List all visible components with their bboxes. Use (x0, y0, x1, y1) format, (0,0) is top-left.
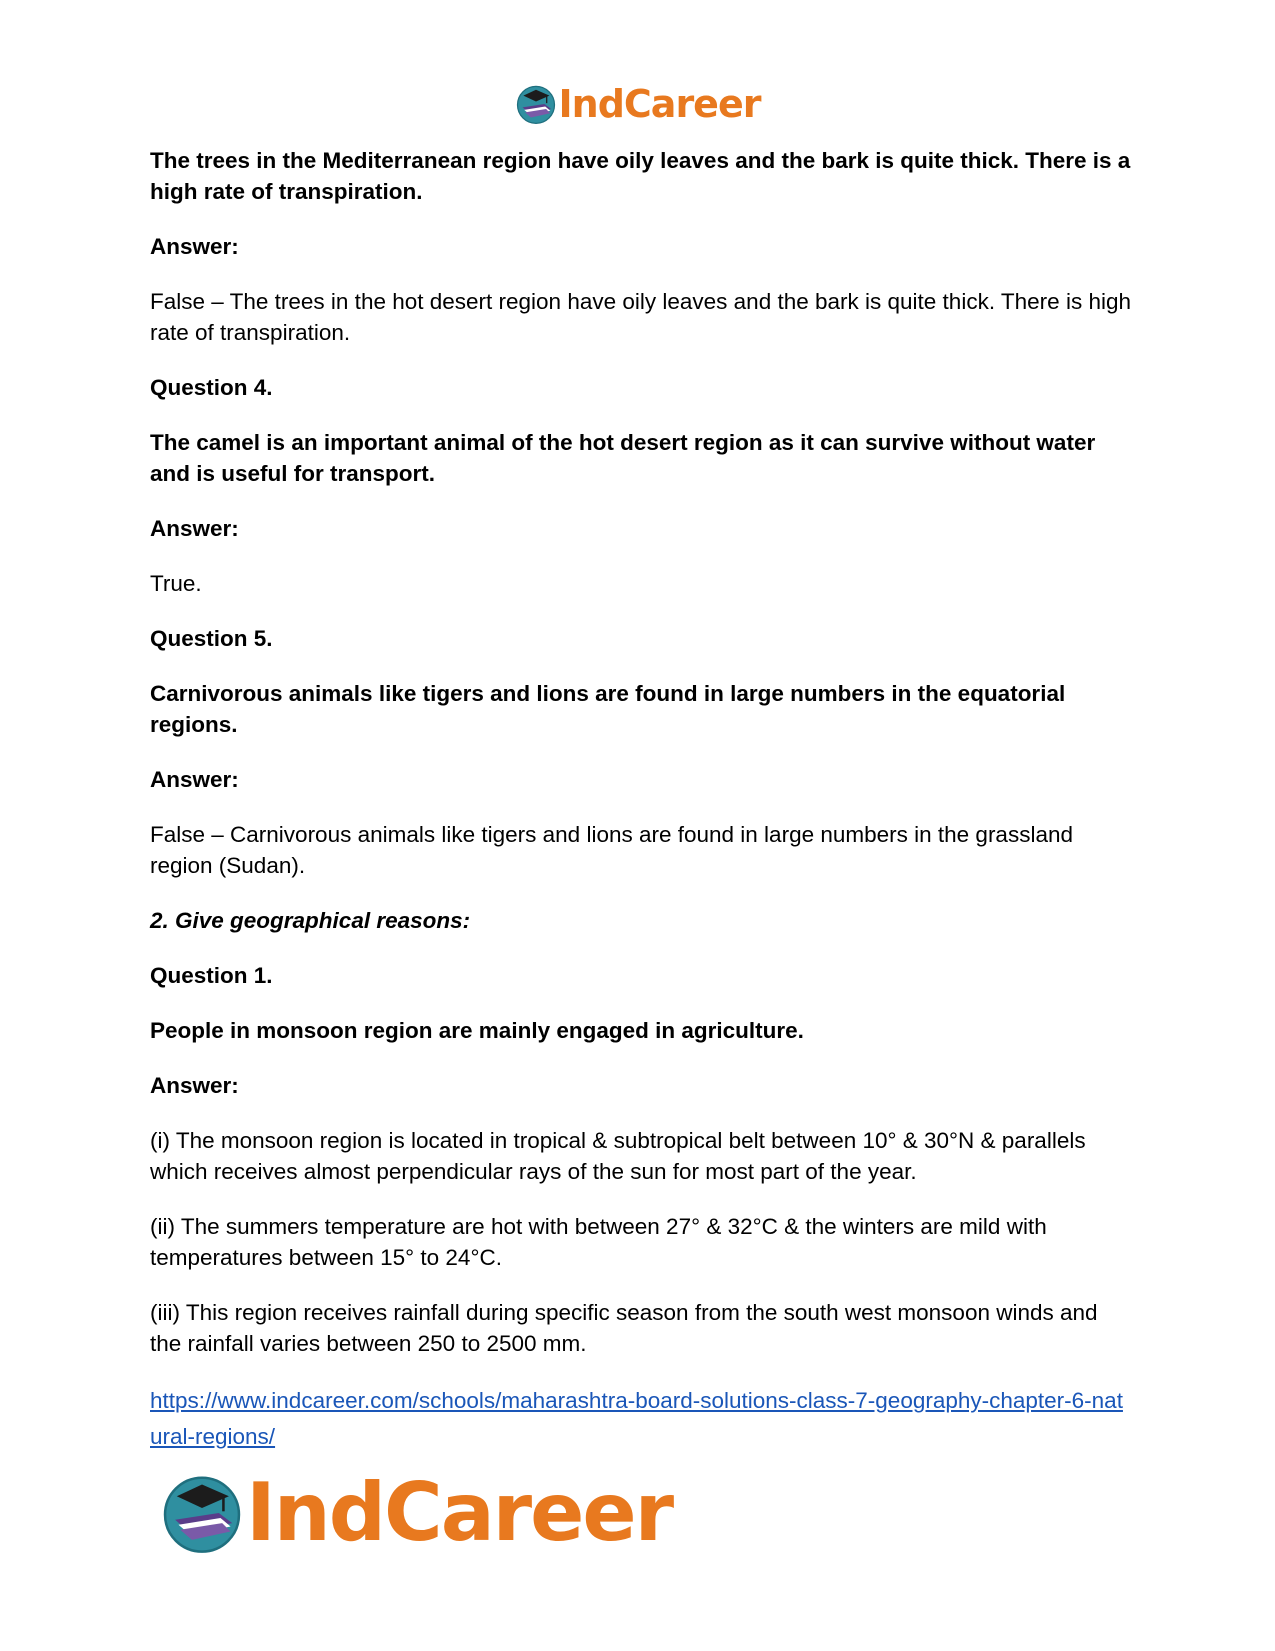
answer-label: Answer: (150, 516, 239, 541)
answer-label: Answer: (150, 234, 239, 259)
question-statement: The camel is an important animal of the hot desert region as it can survive without water and is useful for transport. (150, 430, 1096, 486)
answer-point: (iii) This region receives rainfall during specific season from the south west monsoon winds and the rainfall varies between 250 to 2500 mm. (150, 1300, 1098, 1356)
question-statement: People in monsoon region are mainly engaged in agriculture. (150, 1018, 804, 1043)
document-body (150, 145, 1135, 1455)
graduation-cap-book-globe-icon (515, 83, 557, 125)
answer-text: False – The trees in the hot desert region have oily leaves and the bark is quite thick. There is high rate of transpiration. (150, 289, 1131, 345)
question-statement: Carnivorous animals like tigers and lions are found in large numbers in the equatorial regions. (150, 681, 1066, 737)
indcareer-logo (515, 82, 761, 126)
logo-wordmark: IndCareer (558, 82, 761, 126)
answer-label: Answer: (150, 1073, 239, 1098)
graduation-cap-book-globe-icon (160, 1471, 244, 1555)
source-link[interactable]: https://www.indcareer.com/schools/maharashtra-board-solutions-class-7-geography-chapter-6-natural-regions/ (150, 1388, 1123, 1449)
answer-text: False – Carnivorous animals like tigers and lions are found in large numbers in the grassland region (Sudan). (150, 822, 1073, 878)
section-heading: 2. Give geographical reasons: (150, 908, 471, 933)
question-label: Question 4. (150, 375, 273, 400)
header-logo (0, 78, 1275, 130)
logo-wordmark: IndCareer (246, 1466, 673, 1559)
answer-point: (ii) The summers temperature are hot with between 27° & 32°C & the winters are mild with temperatures between 15° to 24°C. (150, 1214, 1047, 1270)
question-statement: The trees in the Mediterranean region have oily leaves and the bark is quite thick. There is a high rate of transpiration. (150, 148, 1131, 204)
answer-text: True. (150, 571, 202, 596)
footer-logo (160, 1468, 672, 1558)
question-label: Question 5. (150, 626, 273, 651)
question-label: Question 1. (150, 963, 273, 988)
answer-point: (i) The monsoon region is located in tropical & subtropical belt between 10° & 30°N & parallels which receives almost perpendicular rays of the sun for most part of the year. (150, 1128, 1086, 1184)
answer-label: Answer: (150, 767, 239, 792)
